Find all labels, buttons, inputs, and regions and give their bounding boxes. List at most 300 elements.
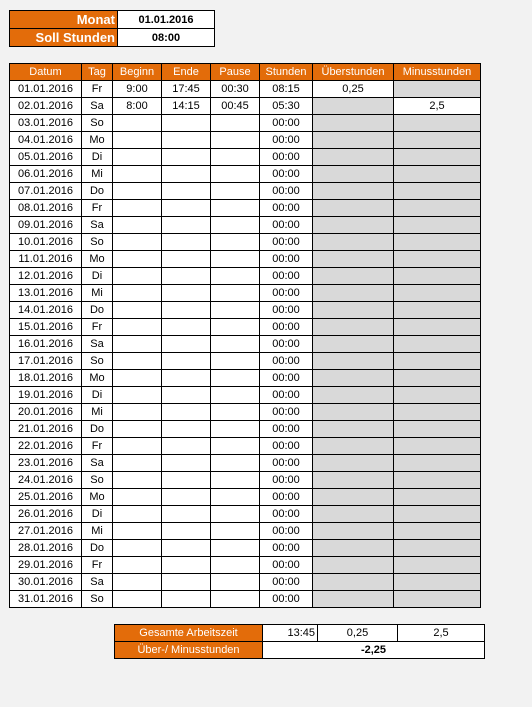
pause-cell[interactable] (211, 370, 260, 387)
undertime-cell[interactable] (394, 183, 481, 200)
day-cell[interactable]: So (82, 353, 113, 370)
undertime-cell[interactable] (394, 319, 481, 336)
summary-total-row (115, 625, 485, 642)
date-cell[interactable]: 31.01.2016 (10, 591, 82, 608)
undertime-cell[interactable] (394, 540, 481, 557)
table-row (10, 268, 481, 285)
table-row (10, 234, 481, 251)
begin-cell[interactable] (113, 268, 162, 285)
undertime-cell[interactable] (394, 574, 481, 591)
overtime-cell[interactable] (313, 370, 394, 387)
day-cell[interactable]: Sa (82, 98, 113, 115)
end-cell[interactable] (162, 115, 211, 132)
table-row (10, 319, 481, 336)
day-cell[interactable]: Di (82, 506, 113, 523)
date-cell[interactable]: 21.01.2016 (10, 421, 82, 438)
end-cell[interactable] (162, 438, 211, 455)
undertime-cell[interactable] (394, 472, 481, 489)
day-cell[interactable]: Mi (82, 523, 113, 540)
undertime-cell[interactable] (394, 115, 481, 132)
hours-cell[interactable]: 00:00 (260, 268, 313, 285)
overtime-cell[interactable] (313, 200, 394, 217)
timesheet-table (9, 63, 481, 608)
table-row (10, 387, 481, 404)
pause-cell[interactable] (211, 353, 260, 370)
overtime-cell[interactable] (313, 268, 394, 285)
date-cell[interactable]: 29.01.2016 (10, 557, 82, 574)
hours-cell[interactable]: 00:00 (260, 557, 313, 574)
pause-cell[interactable] (211, 472, 260, 489)
overtime-cell[interactable] (313, 438, 394, 455)
hours-cell[interactable]: 00:00 (260, 336, 313, 353)
date-cell[interactable]: 09.01.2016 (10, 217, 82, 234)
day-cell[interactable]: Fr (82, 319, 113, 336)
date-cell[interactable]: 11.01.2016 (10, 251, 82, 268)
overtime-cell[interactable] (313, 506, 394, 523)
begin-cell[interactable] (113, 540, 162, 557)
undertime-cell[interactable] (394, 404, 481, 421)
hours-cell[interactable]: 08:15 (260, 81, 313, 98)
date-cell[interactable]: 05.01.2016 (10, 149, 82, 166)
date-cell[interactable]: 20.01.2016 (10, 404, 82, 421)
begin-cell[interactable] (113, 302, 162, 319)
end-cell[interactable] (162, 506, 211, 523)
begin-cell[interactable]: 9:00 (113, 81, 162, 98)
pause-cell[interactable] (211, 387, 260, 404)
undertime-cell[interactable] (394, 302, 481, 319)
day-cell[interactable]: Sa (82, 336, 113, 353)
end-cell[interactable]: 14:15 (162, 98, 211, 115)
date-cell[interactable]: 14.01.2016 (10, 302, 82, 319)
overtime-cell[interactable] (313, 404, 394, 421)
hours-cell[interactable]: 00:00 (260, 370, 313, 387)
table-row (10, 115, 481, 132)
hours-cell[interactable]: 00:00 (260, 421, 313, 438)
begin-cell[interactable] (113, 183, 162, 200)
date-cell[interactable]: 08.01.2016 (10, 200, 82, 217)
undertime-cell[interactable] (394, 285, 481, 302)
end-cell[interactable] (162, 404, 211, 421)
day-cell[interactable]: So (82, 472, 113, 489)
column-header-overtime: Überstunden (313, 64, 394, 81)
undertime-cell[interactable] (394, 591, 481, 608)
total-overtime-cell[interactable]: 0,25 (318, 625, 398, 642)
end-cell[interactable] (162, 302, 211, 319)
undertime-cell[interactable] (394, 353, 481, 370)
timesheet-body (10, 81, 481, 608)
begin-cell[interactable] (113, 234, 162, 251)
day-cell[interactable]: Mi (82, 166, 113, 183)
hours-cell[interactable]: 00:00 (260, 149, 313, 166)
pause-cell[interactable] (211, 200, 260, 217)
hours-cell[interactable]: 00:00 (260, 455, 313, 472)
overtime-cell[interactable] (313, 353, 394, 370)
date-cell[interactable]: 27.01.2016 (10, 523, 82, 540)
total-hours-cell[interactable]: 13:45 (263, 625, 318, 642)
overtime-cell[interactable] (313, 98, 394, 115)
date-cell[interactable]: 26.01.2016 (10, 506, 82, 523)
overtime-cell[interactable] (313, 574, 394, 591)
pause-cell[interactable] (211, 574, 260, 591)
table-row (10, 506, 481, 523)
undertime-cell[interactable] (394, 217, 481, 234)
total-undertime-cell[interactable]: 2,5 (398, 625, 485, 642)
overtime-cell[interactable] (313, 132, 394, 149)
hours-cell[interactable]: 00:00 (260, 285, 313, 302)
month-value-cell[interactable]: 01.01.2016 (118, 11, 215, 29)
end-cell[interactable] (162, 268, 211, 285)
day-cell[interactable]: Mo (82, 132, 113, 149)
target-hours-label: Soll Stunden (10, 29, 118, 47)
table-row (10, 438, 481, 455)
begin-cell[interactable] (113, 557, 162, 574)
date-cell[interactable]: 24.01.2016 (10, 472, 82, 489)
balance-label: Über-/ Minusstunden (115, 642, 263, 659)
table-row (10, 166, 481, 183)
hours-cell[interactable]: 00:00 (260, 183, 313, 200)
table-row (10, 132, 481, 149)
begin-cell[interactable] (113, 336, 162, 353)
hours-cell[interactable]: 05:30 (260, 98, 313, 115)
begin-cell[interactable] (113, 285, 162, 302)
total-worktime-label: Gesamte Arbeitszeit (115, 625, 263, 642)
table-row (10, 455, 481, 472)
end-cell[interactable] (162, 574, 211, 591)
end-cell[interactable] (162, 336, 211, 353)
column-header-day: Tag (82, 64, 113, 81)
undertime-cell[interactable] (394, 336, 481, 353)
undertime-cell[interactable] (394, 421, 481, 438)
end-cell[interactable] (162, 183, 211, 200)
hours-cell[interactable]: 00:00 (260, 404, 313, 421)
hours-cell[interactable]: 00:00 (260, 319, 313, 336)
day-cell[interactable]: Mi (82, 285, 113, 302)
begin-cell[interactable] (113, 404, 162, 421)
date-cell[interactable]: 12.01.2016 (10, 268, 82, 285)
overtime-cell[interactable] (313, 251, 394, 268)
pause-cell[interactable] (211, 336, 260, 353)
hours-cell[interactable]: 00:00 (260, 166, 313, 183)
end-cell[interactable] (162, 319, 211, 336)
day-cell[interactable]: So (82, 115, 113, 132)
undertime-cell[interactable] (394, 506, 481, 523)
overtime-cell[interactable]: 0,25 (313, 81, 394, 98)
undertime-cell[interactable] (394, 132, 481, 149)
month-label: Monat (10, 11, 118, 29)
table-row (10, 149, 481, 166)
overtime-cell[interactable] (313, 217, 394, 234)
date-cell[interactable]: 18.01.2016 (10, 370, 82, 387)
day-cell[interactable]: Fr (82, 557, 113, 574)
hours-cell[interactable]: 00:00 (260, 217, 313, 234)
begin-cell[interactable] (113, 353, 162, 370)
undertime-cell[interactable] (394, 489, 481, 506)
overtime-cell[interactable] (313, 285, 394, 302)
pause-cell[interactable] (211, 302, 260, 319)
overtime-cell[interactable] (313, 166, 394, 183)
overtime-cell[interactable] (313, 149, 394, 166)
hours-cell[interactable]: 00:00 (260, 472, 313, 489)
overtime-cell[interactable] (313, 489, 394, 506)
day-cell[interactable]: Do (82, 183, 113, 200)
undertime-cell[interactable] (394, 455, 481, 472)
end-cell[interactable] (162, 523, 211, 540)
hours-cell[interactable]: 00:00 (260, 574, 313, 591)
overtime-cell[interactable] (313, 523, 394, 540)
end-cell[interactable] (162, 387, 211, 404)
pause-cell[interactable] (211, 285, 260, 302)
table-row (10, 370, 481, 387)
undertime-cell[interactable] (394, 200, 481, 217)
date-cell[interactable]: 13.01.2016 (10, 285, 82, 302)
target-hours-cell[interactable]: 08:00 (118, 29, 215, 47)
begin-cell[interactable]: 8:00 (113, 98, 162, 115)
pause-cell[interactable] (211, 506, 260, 523)
date-cell[interactable]: 22.01.2016 (10, 438, 82, 455)
day-cell[interactable]: Mo (82, 251, 113, 268)
begin-cell[interactable] (113, 591, 162, 608)
hours-cell[interactable]: 00:00 (260, 438, 313, 455)
table-row (10, 217, 481, 234)
undertime-cell[interactable] (394, 234, 481, 251)
table-row (10, 336, 481, 353)
day-cell[interactable]: Mo (82, 370, 113, 387)
end-cell[interactable] (162, 540, 211, 557)
undertime-cell[interactable]: 2,5 (394, 98, 481, 115)
day-cell[interactable]: Sa (82, 455, 113, 472)
begin-cell[interactable] (113, 370, 162, 387)
pause-cell[interactable] (211, 591, 260, 608)
date-cell[interactable]: 10.01.2016 (10, 234, 82, 251)
table-row (10, 98, 481, 115)
overtime-cell[interactable] (313, 234, 394, 251)
undertime-cell[interactable] (394, 557, 481, 574)
column-header-begin: Beginn (113, 64, 162, 81)
day-cell[interactable]: Do (82, 421, 113, 438)
day-cell[interactable]: Do (82, 540, 113, 557)
hours-cell[interactable]: 00:00 (260, 115, 313, 132)
date-cell[interactable]: 06.01.2016 (10, 166, 82, 183)
hours-cell[interactable]: 00:00 (260, 132, 313, 149)
column-header-pause: Pause (211, 64, 260, 81)
date-cell[interactable]: 16.01.2016 (10, 336, 82, 353)
pause-cell[interactable] (211, 268, 260, 285)
pause-cell[interactable]: 00:45 (211, 98, 260, 115)
pause-cell[interactable] (211, 132, 260, 149)
end-cell[interactable]: 17:45 (162, 81, 211, 98)
overtime-cell[interactable] (313, 421, 394, 438)
end-cell[interactable] (162, 285, 211, 302)
end-cell[interactable] (162, 217, 211, 234)
end-cell[interactable] (162, 370, 211, 387)
end-cell[interactable] (162, 472, 211, 489)
begin-cell[interactable] (113, 166, 162, 183)
pause-cell[interactable] (211, 523, 260, 540)
overtime-cell[interactable] (313, 455, 394, 472)
hours-cell[interactable]: 00:00 (260, 200, 313, 217)
begin-cell[interactable] (113, 387, 162, 404)
undertime-cell[interactable] (394, 370, 481, 387)
hours-cell[interactable]: 00:00 (260, 591, 313, 608)
end-cell[interactable] (162, 166, 211, 183)
overtime-cell[interactable] (313, 319, 394, 336)
hours-cell[interactable]: 00:00 (260, 540, 313, 557)
table-row (10, 540, 481, 557)
day-cell[interactable]: Di (82, 149, 113, 166)
pause-cell[interactable] (211, 217, 260, 234)
hours-cell[interactable]: 00:00 (260, 302, 313, 319)
summary-table (114, 624, 485, 659)
hours-cell[interactable]: 00:00 (260, 523, 313, 540)
undertime-cell[interactable] (394, 251, 481, 268)
undertime-cell[interactable] (394, 149, 481, 166)
table-row (10, 285, 481, 302)
table-row (10, 404, 481, 421)
undertime-cell[interactable] (394, 438, 481, 455)
date-cell[interactable]: 15.01.2016 (10, 319, 82, 336)
day-cell[interactable]: Mi (82, 404, 113, 421)
pause-cell[interactable] (211, 251, 260, 268)
pause-cell[interactable] (211, 438, 260, 455)
undertime-cell[interactable] (394, 523, 481, 540)
day-cell[interactable]: Di (82, 387, 113, 404)
end-cell[interactable] (162, 591, 211, 608)
undertime-cell[interactable] (394, 268, 481, 285)
end-cell[interactable] (162, 149, 211, 166)
table-row (10, 81, 481, 98)
overtime-cell[interactable] (313, 183, 394, 200)
overtime-cell[interactable] (313, 591, 394, 608)
end-cell[interactable] (162, 200, 211, 217)
table-row (10, 251, 481, 268)
overtime-cell[interactable] (313, 387, 394, 404)
day-cell[interactable]: Fr (82, 81, 113, 98)
date-cell[interactable]: 02.01.2016 (10, 98, 82, 115)
undertime-cell[interactable] (394, 166, 481, 183)
day-cell[interactable]: So (82, 591, 113, 608)
column-header-date: Datum (10, 64, 82, 81)
summary-balance-row (115, 642, 485, 659)
overtime-cell[interactable] (313, 115, 394, 132)
date-cell[interactable]: 19.01.2016 (10, 387, 82, 404)
end-cell[interactable] (162, 455, 211, 472)
table-row (10, 591, 481, 608)
balance-value-cell[interactable]: -2,25 (263, 642, 485, 659)
date-cell[interactable]: 25.01.2016 (10, 489, 82, 506)
hours-cell[interactable]: 00:00 (260, 234, 313, 251)
begin-cell[interactable] (113, 472, 162, 489)
pause-cell[interactable] (211, 489, 260, 506)
hours-cell[interactable]: 00:00 (260, 387, 313, 404)
begin-cell[interactable] (113, 574, 162, 591)
header-table (9, 10, 215, 47)
begin-cell[interactable] (113, 489, 162, 506)
timesheet-header-row (10, 64, 481, 81)
table-row (10, 302, 481, 319)
day-cell[interactable]: Sa (82, 217, 113, 234)
hours-cell[interactable]: 00:00 (260, 489, 313, 506)
column-header-hours: Stunden (260, 64, 313, 81)
end-cell[interactable] (162, 132, 211, 149)
pause-cell[interactable] (211, 183, 260, 200)
begin-cell[interactable] (113, 523, 162, 540)
day-cell[interactable]: So (82, 234, 113, 251)
hours-cell[interactable]: 00:00 (260, 251, 313, 268)
date-cell[interactable]: 07.01.2016 (10, 183, 82, 200)
pause-cell[interactable] (211, 404, 260, 421)
table-row (10, 574, 481, 591)
pause-cell[interactable] (211, 557, 260, 574)
begin-cell[interactable] (113, 251, 162, 268)
begin-cell[interactable] (113, 200, 162, 217)
begin-cell[interactable] (113, 132, 162, 149)
begin-cell[interactable] (113, 115, 162, 132)
table-row (10, 523, 481, 540)
end-cell[interactable] (162, 251, 211, 268)
begin-cell[interactable] (113, 319, 162, 336)
day-cell[interactable]: Mo (82, 489, 113, 506)
date-cell[interactable]: 03.01.2016 (10, 115, 82, 132)
pause-cell[interactable]: 00:30 (211, 81, 260, 98)
undertime-cell[interactable] (394, 81, 481, 98)
overtime-cell[interactable] (313, 302, 394, 319)
begin-cell[interactable] (113, 455, 162, 472)
date-cell[interactable]: 17.01.2016 (10, 353, 82, 370)
pause-cell[interactable] (211, 234, 260, 251)
date-cell[interactable]: 30.01.2016 (10, 574, 82, 591)
day-cell[interactable]: Di (82, 268, 113, 285)
column-header-undertime: Minusstunden (394, 64, 481, 81)
overtime-cell[interactable] (313, 472, 394, 489)
date-cell[interactable]: 28.01.2016 (10, 540, 82, 557)
overtime-cell[interactable] (313, 540, 394, 557)
pause-cell[interactable] (211, 319, 260, 336)
pause-cell[interactable] (211, 421, 260, 438)
day-cell[interactable]: Sa (82, 574, 113, 591)
end-cell[interactable] (162, 353, 211, 370)
pause-cell[interactable] (211, 149, 260, 166)
date-cell[interactable]: 01.01.2016 (10, 81, 82, 98)
table-row (10, 353, 481, 370)
date-cell[interactable]: 04.01.2016 (10, 132, 82, 149)
hours-cell[interactable]: 00:00 (260, 353, 313, 370)
undertime-cell[interactable] (394, 387, 481, 404)
begin-cell[interactable] (113, 421, 162, 438)
date-cell[interactable]: 23.01.2016 (10, 455, 82, 472)
begin-cell[interactable] (113, 149, 162, 166)
day-cell[interactable]: Fr (82, 438, 113, 455)
end-cell[interactable] (162, 557, 211, 574)
pause-cell[interactable] (211, 115, 260, 132)
column-header-end: Ende (162, 64, 211, 81)
begin-cell[interactable] (113, 506, 162, 523)
day-cell[interactable]: Do (82, 302, 113, 319)
day-cell[interactable]: Fr (82, 200, 113, 217)
end-cell[interactable] (162, 234, 211, 251)
overtime-cell[interactable] (313, 336, 394, 353)
pause-cell[interactable] (211, 166, 260, 183)
end-cell[interactable] (162, 421, 211, 438)
overtime-cell[interactable] (313, 557, 394, 574)
pause-cell[interactable] (211, 455, 260, 472)
begin-cell[interactable] (113, 438, 162, 455)
hours-cell[interactable]: 00:00 (260, 506, 313, 523)
pause-cell[interactable] (211, 540, 260, 557)
table-row (10, 183, 481, 200)
end-cell[interactable] (162, 489, 211, 506)
table-row (10, 472, 481, 489)
begin-cell[interactable] (113, 217, 162, 234)
